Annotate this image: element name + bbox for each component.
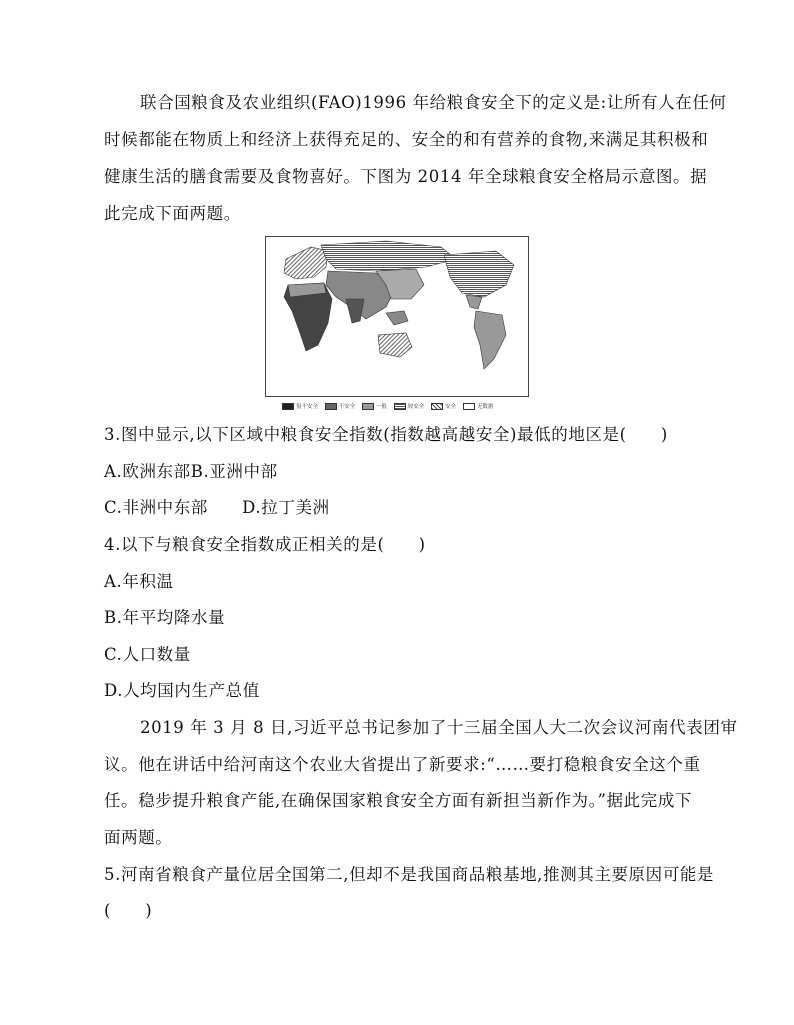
region-se-asia — [386, 311, 408, 325]
legend-swatch — [282, 403, 294, 410]
map-illustration — [266, 237, 528, 396]
passage-2-line-2: 议。他在讲话中给河南这个农业大省提出了新要求:“……要打稳粮食安全这个重 — [104, 755, 701, 774]
region-australia — [378, 333, 412, 357]
question-4-stem: 4.以下与粮食安全指数成正相关的是( ) — [104, 535, 426, 554]
question-4-option-c: C.人口数量 — [104, 645, 191, 664]
question-3-options-cd: C.非洲中东部 D.拉丁美洲 — [104, 498, 330, 517]
region-india — [346, 299, 364, 323]
map-legend — [282, 402, 522, 412]
region-south-america — [474, 311, 506, 369]
legend-swatch — [431, 403, 443, 410]
legend-label: 较安全 — [407, 404, 425, 410]
passage-2-line-4: 面两题。 — [104, 828, 173, 847]
legend-item-no-data — [463, 402, 494, 412]
intro-line-1: 联合国粮食及农业组织(FAO)1996 年给粮食安全下的定义是:让所有人在任何 — [140, 93, 727, 112]
legend-item-normal — [362, 402, 387, 412]
legend-label: 安全 — [445, 404, 457, 410]
legend-swatch — [394, 403, 406, 410]
legend-item-very-unsafe — [282, 402, 318, 412]
world-food-security-map — [265, 236, 529, 397]
region-russia — [321, 241, 456, 271]
region-central-america — [466, 295, 482, 309]
legend-swatch — [362, 403, 374, 410]
passage-2-line-3: 任。稳步提升粮食产能,在确保国家粮食安全方面有新担当新作为。”据此完成下 — [104, 791, 693, 810]
legend-item-fairly-safe — [394, 402, 425, 412]
legend-label: 很不安全 — [296, 404, 319, 410]
question-5-stem: 5.河南省粮食产量位居全国第二,但却不是我国商品粮基地,推测其主要原因可能是 — [104, 865, 715, 884]
question-3-options-ab: A.欧洲东部B.亚洲中部 — [104, 462, 278, 481]
question-4-option-b: B.年平均降水量 — [104, 608, 226, 627]
legend-item-safe — [431, 402, 456, 412]
question-5-blank: ( ) — [104, 901, 153, 920]
question-4-option-d: D.人均国内生产总值 — [104, 681, 260, 700]
legend-label: 一般 — [376, 404, 388, 410]
legend-label: 无数据 — [476, 404, 494, 410]
legend-swatch — [325, 403, 337, 410]
legend-label: 不安全 — [338, 404, 356, 410]
intro-line-4: 此完成下面两题。 — [104, 204, 241, 223]
question-4-option-a: A.年积温 — [104, 572, 174, 591]
region-europe — [284, 247, 328, 279]
legend-swatch — [463, 403, 475, 410]
legend-item-unsafe — [325, 402, 356, 412]
intro-line-3: 健康生活的膳食需要及食物喜好。下图为 2014 年全球粮食安全格局示意图。据 — [104, 167, 708, 186]
intro-line-2: 时候都能在物质上和经济上获得充足的、安全的和有营养的食物,来满足其积极和 — [104, 130, 709, 149]
region-north-america — [444, 251, 514, 297]
passage-2-line-1: 2019 年 3 月 8 日,习近平总书记参加了十三届全国人大二次会议河南代表团审 — [140, 718, 738, 737]
question-3-stem: 3.图中显示,以下区域中粮食安全指数(指数越高越安全)最低的地区是( ) — [104, 425, 668, 444]
